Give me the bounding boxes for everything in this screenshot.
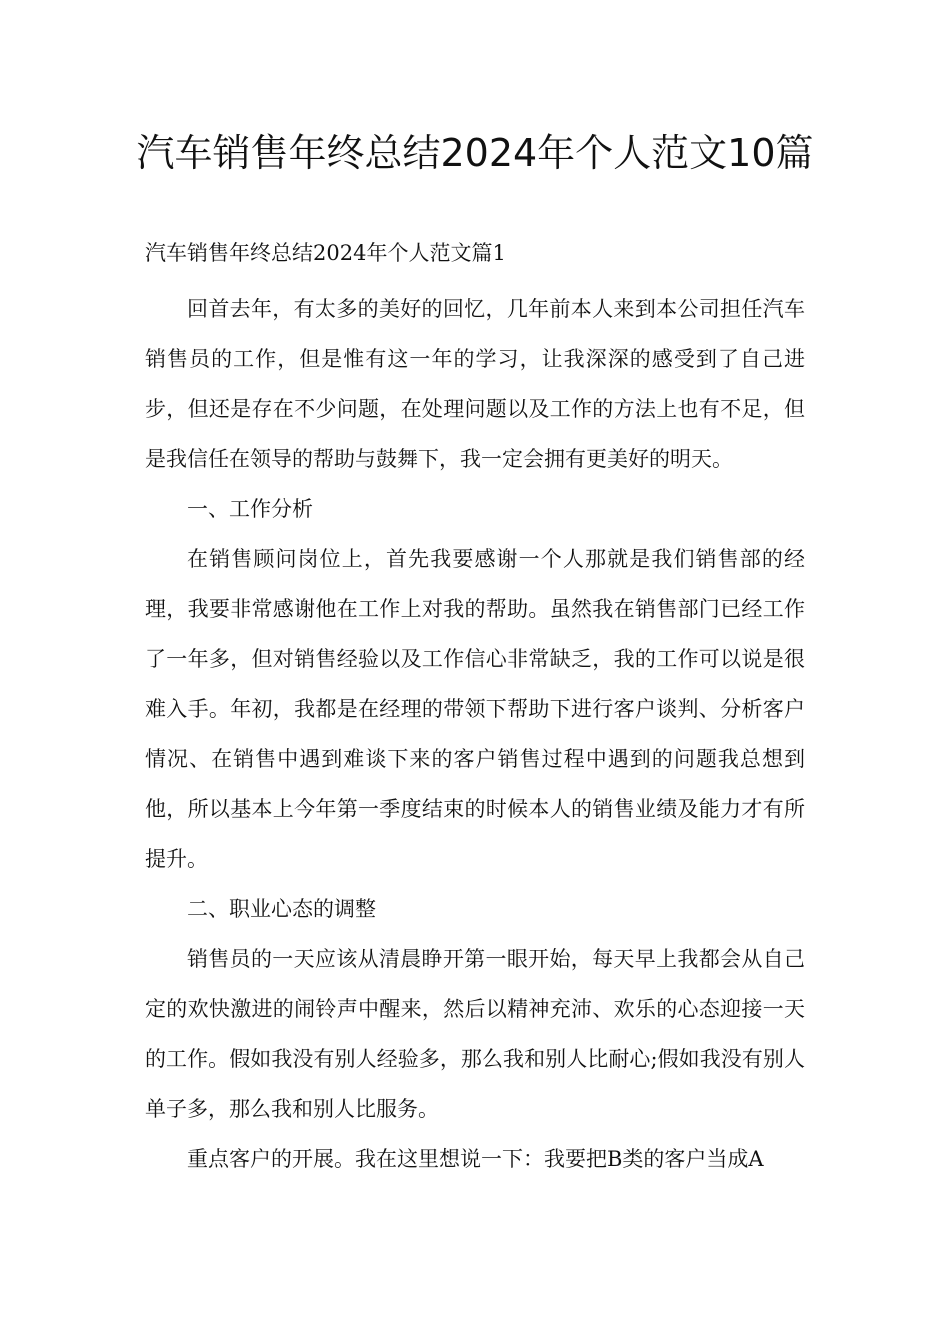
section-heading-work-analysis: 一、工作分析 bbox=[187, 497, 313, 521]
document-title: 汽车销售年终总结2024年个人范文10篇 bbox=[136, 131, 814, 175]
section-subtitle: 汽车销售年终总结2024年个人范文篇1 bbox=[145, 241, 506, 265]
paragraph-key-customers: 重点客户的开展。我在这里想说一下：我要把B类的客户当成A bbox=[187, 1147, 764, 1171]
section-heading-mindset: 二、职业心态的调整 bbox=[187, 897, 376, 921]
document-body bbox=[145, 284, 805, 1184]
paragraph-intro: 回首去年，有太多的美好的回忆，几年前本人来到本公司担任汽车销售员的工作，但是惟有这一年的学习，让我深深的感受到了自己进步，但还是存在不少问题，在处理问题以及工作的方法上也有不足，但是我信任在领导的帮助与鼓舞下，我一定会拥有更美好的明天。 bbox=[145, 297, 805, 471]
paragraph-work-analysis: 在销售顾问岗位上，首先我要感谢一个人那就是我们销售部的经理，我要非常感谢他在工作上对我的帮助。虽然我在销售部门已经工作了一年多，但对销售经验以及工作信心非常缺乏，我的工作可以说是很难入手。年初，我都是在经理的带领下帮助下进行客户谈判、分析客户情况、在销售中遇到难谈下来的客户销售过程中遇到的问题我总想到他，所以基本上今年第一季度结束的时候本人的销售业绩及能力才有所提升。 bbox=[145, 547, 805, 871]
paragraph-mindset: 销售员的一天应该从清晨睁开第一眼开始，每天早上我都会从自己定的欢快激进的闹铃声中醒来，然后以精神充沛、欢乐的心态迎接一天的工作。假如我没有别人经验多，那么我和别人比耐心;假如我没有别人单子多，那么我和别人比服务。 bbox=[145, 947, 805, 1121]
